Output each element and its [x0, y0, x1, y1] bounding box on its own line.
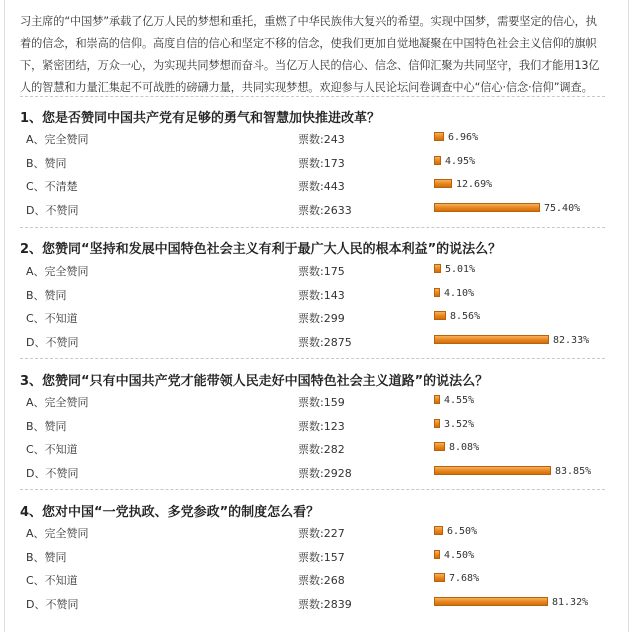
percent-bar: [434, 395, 440, 404]
vote-count: 票数:143: [298, 288, 345, 302]
vote-count: 票数:157: [298, 550, 345, 564]
percent-bar: [434, 526, 443, 535]
result-row: [0, 128, 634, 148]
option-label: A、完全赞同: [26, 396, 89, 409]
option-label: C、不知道: [26, 574, 78, 587]
option-label: D、不赞同: [26, 335, 79, 349]
result-row: [0, 569, 634, 589]
percent-label: 4.10%: [444, 287, 475, 299]
result-row: [0, 284, 634, 304]
percent-label: 4.95%: [445, 155, 476, 167]
result-row: [0, 593, 634, 613]
percent-bar: [434, 597, 548, 606]
option-label: A、完全赞同: [26, 265, 89, 278]
percent-label: 8.56%: [450, 311, 481, 322]
result-row: [0, 175, 634, 195]
result-row: [0, 546, 634, 566]
vote-count: 票数:299: [298, 312, 345, 325]
option-label: D、不赞同: [26, 203, 79, 217]
percent-bar: [434, 573, 445, 582]
percent-bar: [434, 466, 551, 475]
question-title: 1、您是否赞同中国共产党有足够的勇气和智慧加快推进改革？: [20, 111, 381, 126]
vote-count: 票数:2839: [298, 597, 352, 611]
vote-count: 票数:175: [298, 265, 345, 278]
percent-label: 83.85%: [555, 465, 592, 477]
option-label: C、不知道: [26, 312, 78, 325]
vote-count: 票数:173: [298, 156, 345, 170]
percent-label: 82.33%: [553, 334, 590, 346]
option-label: D、不赞同: [26, 597, 79, 611]
option-label: C、不清楚: [26, 180, 78, 193]
percent-label: 7.68%: [449, 573, 480, 584]
vote-count: 票数:282: [298, 443, 345, 456]
vote-count: 票数:2633: [298, 203, 352, 217]
result-row: [0, 260, 634, 280]
percent-bar: [434, 311, 446, 320]
result-row: [0, 199, 634, 219]
result-row: [0, 331, 634, 351]
question-title: 3、您赞同“只有中国共产党才能带领人民走好中国特色社会主义道路”的说法么？: [20, 374, 489, 389]
vote-count: 票数:2928: [298, 466, 352, 480]
result-row: [0, 415, 634, 435]
percent-label: 5.01%: [445, 264, 476, 275]
percent-bar: [434, 132, 444, 141]
percent-label: 75.40%: [544, 202, 581, 214]
percent-label: 6.96%: [448, 132, 479, 143]
percent-label: 4.50%: [444, 549, 475, 561]
percent-bar: [434, 442, 445, 451]
percent-bar: [434, 335, 549, 344]
result-row: [0, 152, 634, 172]
option-label: B、赞同: [26, 288, 67, 302]
vote-count: 票数:268: [298, 574, 345, 587]
result-row: [0, 438, 634, 458]
percent-label: 12.69%: [456, 179, 493, 190]
option-label: B、赞同: [26, 156, 67, 170]
vote-count: 票数:443: [298, 180, 345, 193]
percent-label: 81.32%: [552, 596, 589, 608]
vote-count: 票数:159: [298, 396, 345, 409]
vote-count: 票数:123: [298, 419, 345, 433]
percent-bar: [434, 179, 452, 188]
percent-bar: [434, 550, 440, 559]
option-label: D、不赞同: [26, 466, 79, 480]
option-label: B、赞同: [26, 550, 67, 564]
percent-label: 3.52%: [444, 418, 475, 430]
question-separator: [20, 96, 605, 97]
vote-count: 票数:2875: [298, 335, 352, 349]
result-row: [0, 391, 634, 411]
intro-paragraph: 习主席的“中国梦”承载了亿万人民的梦想和重托，重燃了中华民族伟大复兴的希望。实现中国梦，需要坚定的信心，执着的信念，和崇高的信仰。高度自信的信心和坚定不移的信念，使我们更加自觉地凝聚在中国特色社会主义信仰的旗帜下，紧密团结，万众一心，为实现共同梦想而奋斗。当亿万人民的信心、信念、信仰汇聚为共同坚守，我们才能用13亿人的智慧和力量汇集起不可战胜的磅礴力量，共同实现梦想。欢迎参与人民论坛问卷调查中心“信心·信念·信仰”调查。: [20, 15, 600, 94]
percent-bar: [434, 264, 441, 273]
percent-bar: [434, 419, 440, 428]
result-row: [0, 522, 634, 542]
option-label: C、不知道: [26, 443, 78, 456]
question-separator: [20, 489, 605, 490]
option-label: A、完全赞同: [26, 133, 89, 146]
result-row: [0, 307, 634, 327]
option-label: A、完全赞同: [26, 527, 89, 540]
option-label: B、赞同: [26, 419, 67, 433]
percent-label: 8.08%: [449, 442, 480, 453]
percent-label: 4.55%: [444, 395, 475, 406]
percent-label: 6.50%: [447, 526, 478, 537]
question-separator: [20, 358, 605, 359]
vote-count: 票数:227: [298, 527, 345, 540]
result-row: [0, 462, 634, 482]
percent-bar: [434, 156, 441, 165]
percent-bar: [434, 288, 440, 297]
question-title: 2、您赞同“坚持和发展中国特色社会主义有利于最广大人民的根本利益”的说法么？: [20, 242, 502, 257]
percent-bar: [434, 203, 540, 212]
question-separator: [20, 227, 605, 228]
question-title: 4、您对中国“一党执政、多党参政”的制度怎么看？: [20, 505, 320, 520]
vote-count: 票数:243: [298, 133, 345, 146]
